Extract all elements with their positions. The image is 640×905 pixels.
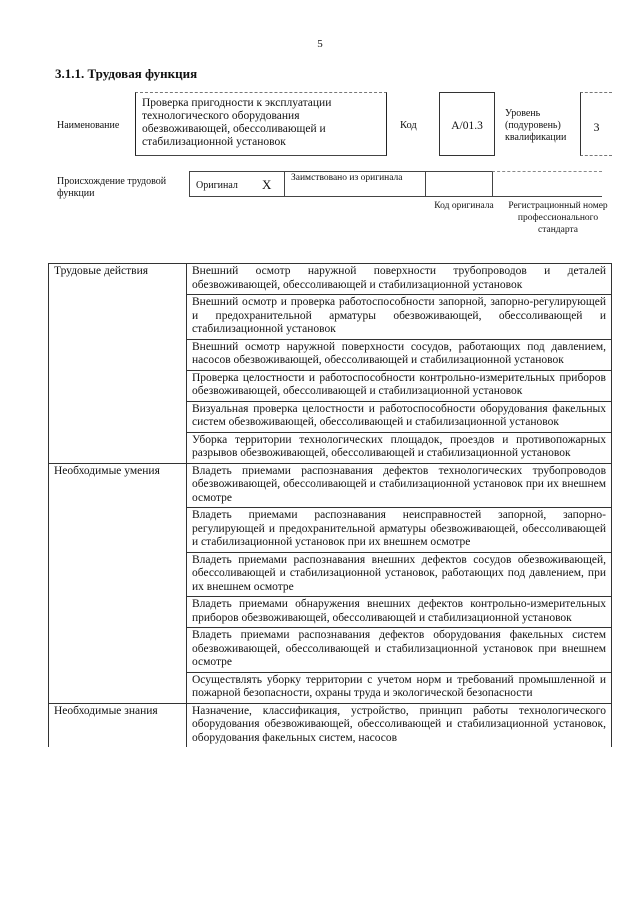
table-row <box>49 463 612 508</box>
code-label: Код <box>400 120 417 131</box>
row-item: Уборка территории технологических площадок, проездов и противопожарных разрывов обезвоживающей, обессоливающей и стабилизационной установок <box>187 432 612 463</box>
original-code-cell <box>425 171 493 197</box>
row-item: Визуальная проверка целостности и работоспособности оборудования факельных систем обезвоживающей, обессоливающей и стабилизационной установок <box>187 401 612 432</box>
row-category: Необходимые знания <box>49 703 187 747</box>
function-code: A/01.3 <box>439 92 495 156</box>
row-item: Внешний осмотр наружной поверхности трубопроводов и деталей обезвоживающей, обессоливающей и стабилизационной установок <box>187 264 612 295</box>
table-row <box>49 703 612 747</box>
table-row <box>49 264 612 295</box>
original-code-caption: Код оригинала <box>434 201 494 211</box>
row-item: Владеть приемами распознавания дефектов оборудования факельных систем обезвоживающей, обессоливающей и стабилизационной установок при внешнем осмотре <box>187 628 612 673</box>
row-item: Внешний осмотр наружной поверхности сосудов, работающих под давлением, насосов обезвоживающей, обессоливающей и стабилизационной установок <box>187 339 612 370</box>
row-item: Владеть приемами обнаружения внешних дефектов контрольно-измерительных приборов обезвоживающей, обессоливающей и стабилизационной установок <box>187 597 612 628</box>
registration-number-caption: Регистрационный номер профессионального стандарта <box>508 201 608 235</box>
row-item: Владеть приемами распознавания дефектов технологических трубопроводов обезвоживающей, обессоливающей и стабилизационной установок при их внешнем осмотре <box>187 463 612 508</box>
row-item: Проверка целостности и работоспособности контрольно-измерительных приборов обезвоживающей, обессоливающей и стабилизационной установок <box>187 370 612 401</box>
qualification-level: 3 <box>580 92 612 156</box>
original-mark: X <box>262 177 272 192</box>
origin-original-cell <box>189 171 285 197</box>
name-label: Наименование <box>57 120 120 131</box>
origin-label: Происхождение трудовой функции <box>57 176 167 199</box>
original-label: Оригинал <box>196 180 238 191</box>
function-name: Проверка пригодности к эксплуатации технологического оборудования обезвоживающей, обессоливающей и стабилизационной установок <box>135 92 387 156</box>
row-item: Внешний осмотр и проверка работоспособности запорной, запорно-регулирующей и предохранительной арматуры обезвоживающей, обессоливающей и стабилизационной установок <box>187 295 612 340</box>
section-title: 3.1.1. Трудовая функция <box>55 66 198 81</box>
row-item: Владеть приемами распознавания внешних дефектов сосудов обезвоживающей, обессоливающей и стабилизационной установок, работающих под давлением, при их внешнем осмотре <box>187 552 612 597</box>
row-category: Трудовые действия <box>49 264 187 464</box>
row-item: Назначение, классификация, устройство, принцип работы технологического оборудования обезвоживающей, обессоливающей и стабилизационной установок, оборудования факельных систем, насосов <box>187 703 612 747</box>
row-item: Владеть приемами распознавания неисправностей запорной, запорно-регулирующей и предохранительной арматуры обезвоживающей, обессоливающей и стабилизационной установок при их внешнем осмотре <box>187 508 612 553</box>
borrowed-label: Заимствовано из оригинала <box>284 171 426 197</box>
row-category: Необходимые умения <box>49 463 187 703</box>
origin-row <box>190 171 602 197</box>
qualification-level-label: Уровень (подуровень) квалификации <box>505 108 567 143</box>
row-item: Осуществлять уборку территории с учетом норм и требований промышленной и пожарной безопасности, охраны труда и экологической безопасности <box>187 672 612 703</box>
registration-number-cell <box>492 171 602 197</box>
function-table <box>48 263 612 747</box>
page-number: 5 <box>317 38 323 50</box>
